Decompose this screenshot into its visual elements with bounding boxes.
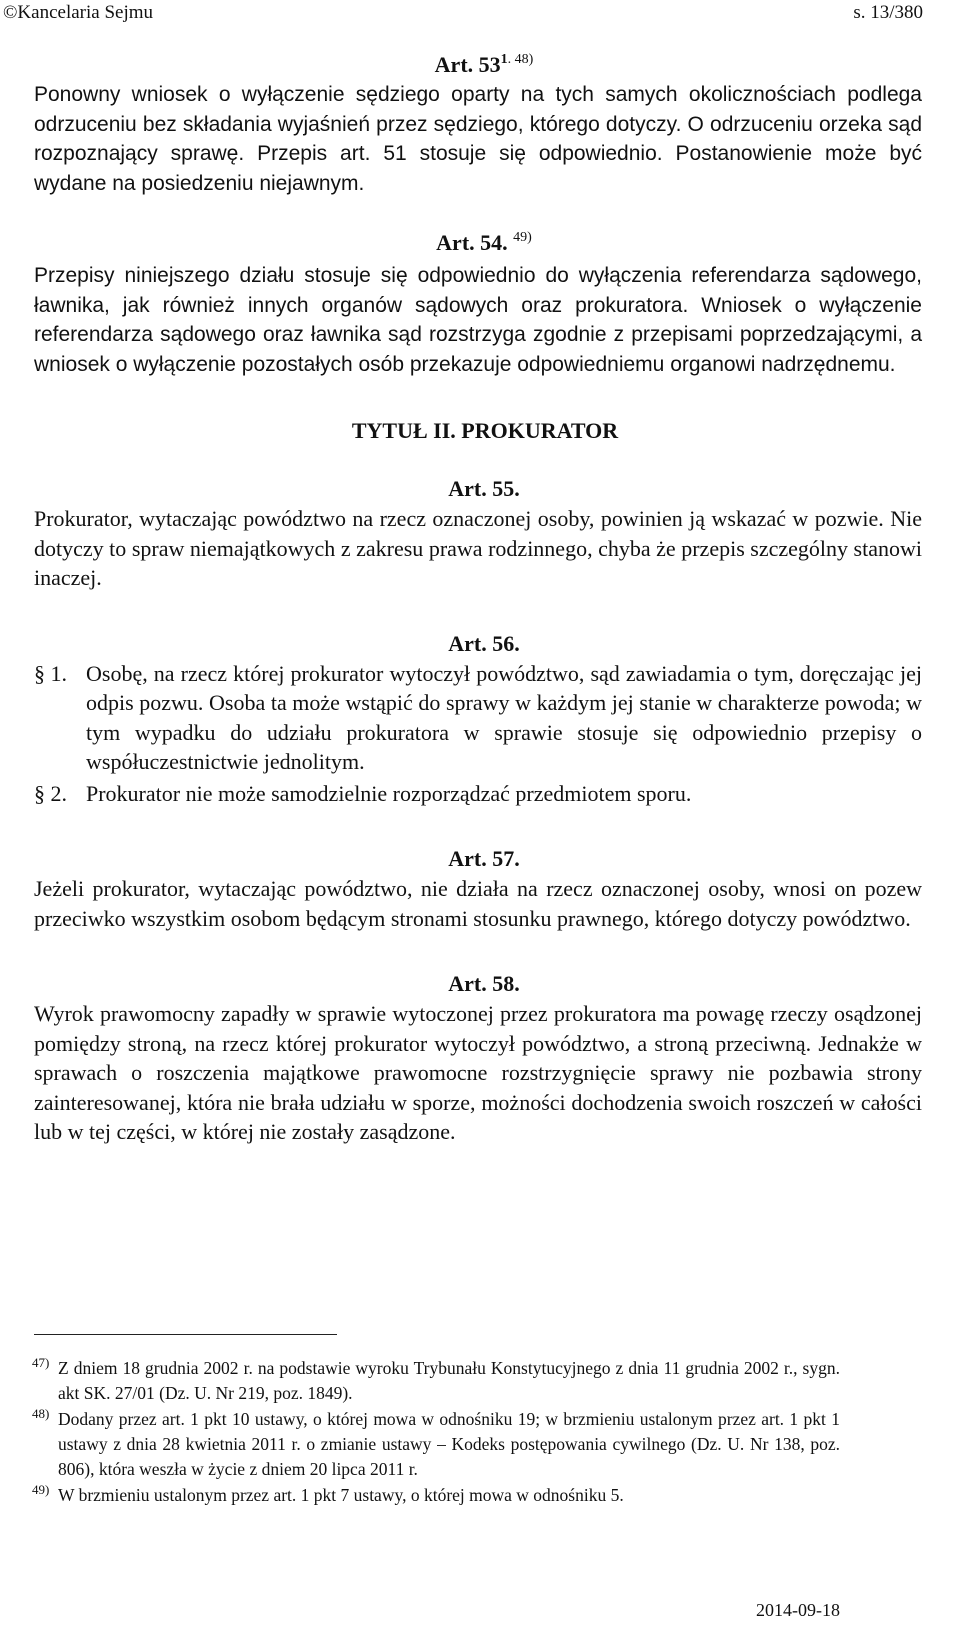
footnote-ref-49: 49) xyxy=(513,230,532,245)
paragraph-text: Prokurator nie może samodzielnie rozporządzać przedmiotem sporu. xyxy=(86,780,692,806)
paragraph-item xyxy=(34,659,922,777)
article-heading-56: Art. 56. xyxy=(448,630,520,656)
footnote-number: 48) xyxy=(32,1406,50,1421)
paragraph-text: Osobę, na rzecz której prokurator wytoczył powództwo, sąd zawiadamia o tym, doręczając jej odpis pozwu. Osoba ta może wstąpić do sprawy w każdym jej stanie w charakterze powoda; w tym wypadku do udziału prokuratora w sprawie stosuje się odpowiednio przepisy o współuczestnictwie jednolitym. xyxy=(86,660,922,774)
footnote-48 xyxy=(32,1407,840,1482)
footnote-49 xyxy=(32,1483,840,1508)
article-text-53: Ponowny wniosek o wyłączenie sędziego oparty na tych samych okolicznościach podlega odrzuceniu bez składania wyjaśnień przez sędziego, którego dotyczy. O odrzuceniu orzeka sąd rozpoznający sprawę. Przepis art. 51 stosuje się odpowiednio. Postanowienie może być wydane na posiedzeniu niejawnym. xyxy=(34,83,922,195)
article-heading-54 xyxy=(34,228,922,258)
footnotes xyxy=(32,1356,840,1509)
footnote-number: 47) xyxy=(32,1355,50,1370)
article-text-57: Jeżeli prokurator, wytaczając powództwo, nie działa na rzecz oznaczonej osoby, wnosi on pozew przeciwko wszystkim osobom będącym stronami stosunku prawnego, którego dotyczy powództwo. xyxy=(34,876,922,931)
footnote-47 xyxy=(32,1356,840,1406)
article-text-58: Wyrok prawomocny zapadły w sprawie wytoczonej przez prokuratora ma powagę rzeczy osądzonej pomiędzy stroną, na rzecz której prokurator wytoczył powództwo, a stroną przeciwną. Jednakże w sprawach o roszczenia majątkowe prawomocne rozstrzygnięcie sprawy nie pozbawia strony zainteresowanej, która nie brała udziału w sporze, możności dochodzenia swoich roszczeń w całości lub w tej części, w której nie zostały zasądzone. xyxy=(34,1001,922,1144)
footnote-number: 49) xyxy=(32,1482,50,1497)
article-text-55: Prokurator, wytaczając powództwo na rzecz oznaczonej osoby, powinien ją wskazać w pozwie. Nie dotyczy to spraw niemajątkowych z zakresu prawa rodzinnego, chyba że przepis szczególny stanowi inaczej. xyxy=(34,506,922,590)
footnote-text: W brzmieniu ustalonym przez art. 1 pkt 7 ustawy, o której mowa w odnośniku 5. xyxy=(58,1485,624,1505)
paragraph-number: § 1. xyxy=(34,660,67,686)
page-header xyxy=(0,0,960,30)
footnote-ref-48: . 48) xyxy=(507,52,534,67)
article-heading-text: Art. 54. xyxy=(436,230,508,255)
article-heading-55: Art. 55. xyxy=(448,476,520,501)
footnote-text: Dodany przez art. 1 pkt 10 ustawy, o której mowa w odnośniku 19; w brzmieniu ustalonym przez art. 1 pkt 1 ustawy z dnia 28 kwietnia 2011 r. o zmianie ustawy – Kodeks postępowania cywilnego (Dz. U. Nr 138, poz. 806), która weszła w życie z dniem 20 lipca 2011 r. xyxy=(58,1409,840,1479)
page-number: s. 13/380 xyxy=(853,2,923,23)
article-superscript: 1 xyxy=(500,52,508,67)
article-heading-58: Art. 58. xyxy=(448,971,520,996)
article-heading-53 xyxy=(34,50,922,80)
paragraph-number: § 2. xyxy=(34,780,67,806)
footnote-text: Z dniem 18 grudnia 2002 r. na podstawie wyroku Trybunału Konstytucyjnego z dnia 11 grudnia 2002 r., sygn. akt SK. 27/01 (Dz. U. Nr 219, poz. 1849). xyxy=(58,1358,840,1403)
publisher-label: ©Kancelaria Sejmu xyxy=(3,2,154,23)
paragraph-item xyxy=(34,779,922,809)
document-body xyxy=(34,50,922,1147)
article-text-54: Przepisy niniejszego działu stosuje się odpowiednio do wyłączenia referendarza sądowego, ławnika, jak również innych organów sądowych oraz prokuratora. Wniosek o wyłączenie referendarza sądowego oraz ławnika sąd rozstrzyga zgodnie z przepisami poprzedzającymi, a wniosek o wyłączenie pozostałych osób przekazuje odpowiedniemu organowi nadrzędnemu. xyxy=(34,264,922,376)
footer-date: 2014-09-18 xyxy=(756,1600,840,1620)
footnote-separator xyxy=(34,1334,337,1335)
section-title: TYTUŁ II. PROKURATOR xyxy=(351,418,619,443)
article-heading-text: Art. 53 xyxy=(434,52,501,77)
article-heading-57: Art. 57. xyxy=(448,846,520,871)
